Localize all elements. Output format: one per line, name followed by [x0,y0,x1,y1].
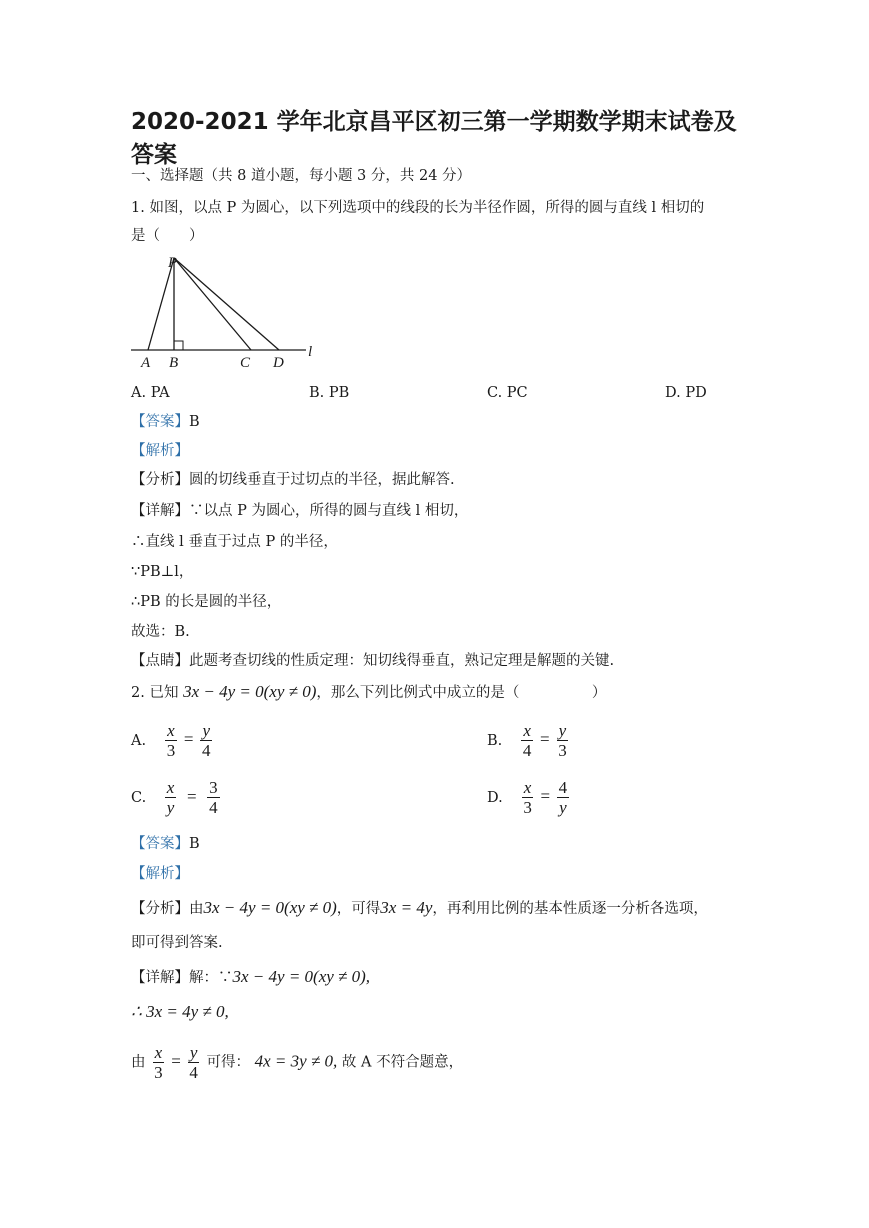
dianjing-text: 此题考查切线的性质定理：知切线得垂直，熟记定理是解题的关键. [189,653,615,669]
label-b: B [169,355,179,371]
q2-option-d: D. $\frac{x}{3}$ = $\frac{4}{y}$ [487,778,568,817]
q1-step1: ∴直线 l 垂直于过点 P 的半径， [131,534,338,550]
q2-stem-suffix: ，那么下列比例式中成立的是（ ） [316,685,607,701]
q1-option-a: A. PA [131,385,170,401]
q1-stem-line1: 1. 如图，以点 P 为圆心，以下列选项中的线段的长为半径作圆，所得的圆与直线 l 相切的 [131,200,705,216]
fenxi-tag: 【分析】 [131,901,189,917]
q1-step3: ∴PB 的长是圆的半径， [131,594,282,610]
xiangjie-tag: 【详解】 [131,503,189,519]
label-a: A [141,355,151,371]
section-heading: 一、选择题（共 8 道小题，每小题 3 分，共 24 分） [131,168,472,184]
q2-stem-prefix: 2. 已知 [131,685,179,701]
xiangjie-text: ∵以点 P 为圆心，所得的圆与直线 l 相切， [189,503,469,519]
option-c-label: C. [131,789,147,806]
answer-value: B [189,836,200,852]
segment-pa [148,258,174,350]
label-d: D [273,355,284,371]
q1-analysis-tag: 【解析】 [131,443,189,459]
q1-step4: 故选：B. [131,624,190,640]
option-b-label: B. [487,732,503,749]
q1-figure [128,250,328,375]
q1-step2: ∵PB⊥l， [131,564,194,580]
q2-option-b: B. $\frac{x}{4}$ = $\frac{y}{3}$ [487,721,567,760]
q1-option-d: D. PD [665,385,707,401]
q2-stem-eq: 3x − 4y = 0 [183,682,264,701]
q2-analysis-tag: 【解析】 [131,866,189,882]
label-p: P [168,255,178,271]
q1-answer [131,412,200,432]
q2-step2: 由 $\frac{x}{3}$ = $\frac{y}{4}$ 可得： 4x = 3y ≠ 0, 故 A 不符合题意， [131,1043,464,1082]
q2-stem-cond: (xy ≠ 0) [263,682,317,701]
q2-fenxi: 【分析】由3x − 4y = 0(xy ≠ 0)，可得3x = 4y，再利用比例的基本性质逐一分析各选项， [131,898,708,917]
dianjing-tag: 【点睛】 [131,653,189,669]
q1-xiangjie [131,501,468,521]
q1-option-c: C. PC [487,385,528,401]
segment-pc [174,258,251,350]
fenxi-text: 圆的切线垂直于过切点的半径，据此解答. [189,472,455,488]
q2-fenxi-line2: 即可得到答案. [131,935,223,951]
label-l: l [308,344,313,360]
q1-dianjing [131,651,614,671]
q1-option-b: B. PB [309,385,350,401]
option-a-label: A. [131,732,147,749]
document-title: 2020-2021 学年北京昌平区初三第一学期数学期末试卷及答案 [131,109,737,168]
q2-option-a: A. $\frac{x}{3}$ = $\frac{y}{4}$ [131,721,211,760]
option-d-label: D. [487,789,503,806]
answer-tag: 【答案】 [131,836,189,852]
q2-answer [131,834,200,854]
q1-fenxi [131,470,455,490]
answer-value: B [189,414,200,430]
q2-xiangjie: 【详解】解：∵3x − 4y = 0(xy ≠ 0), [131,967,371,986]
label-c: C [240,355,251,371]
right-angle-mark [174,341,183,350]
q1-stem-line2: 是（ ） [131,228,204,244]
q2-option-c: C. $\frac{x}{y}$ = $\frac{3}{4}$ [131,778,218,817]
segment-pd [174,258,279,350]
fenxi-tag: 【分析】 [131,472,189,488]
q2-stem [131,682,606,703]
q2-step1: ∴ 3x = 4y ≠ 0, [131,1002,229,1021]
xiangjie-tag: 【详解】 [131,970,189,986]
answer-tag: 【答案】 [131,414,189,430]
